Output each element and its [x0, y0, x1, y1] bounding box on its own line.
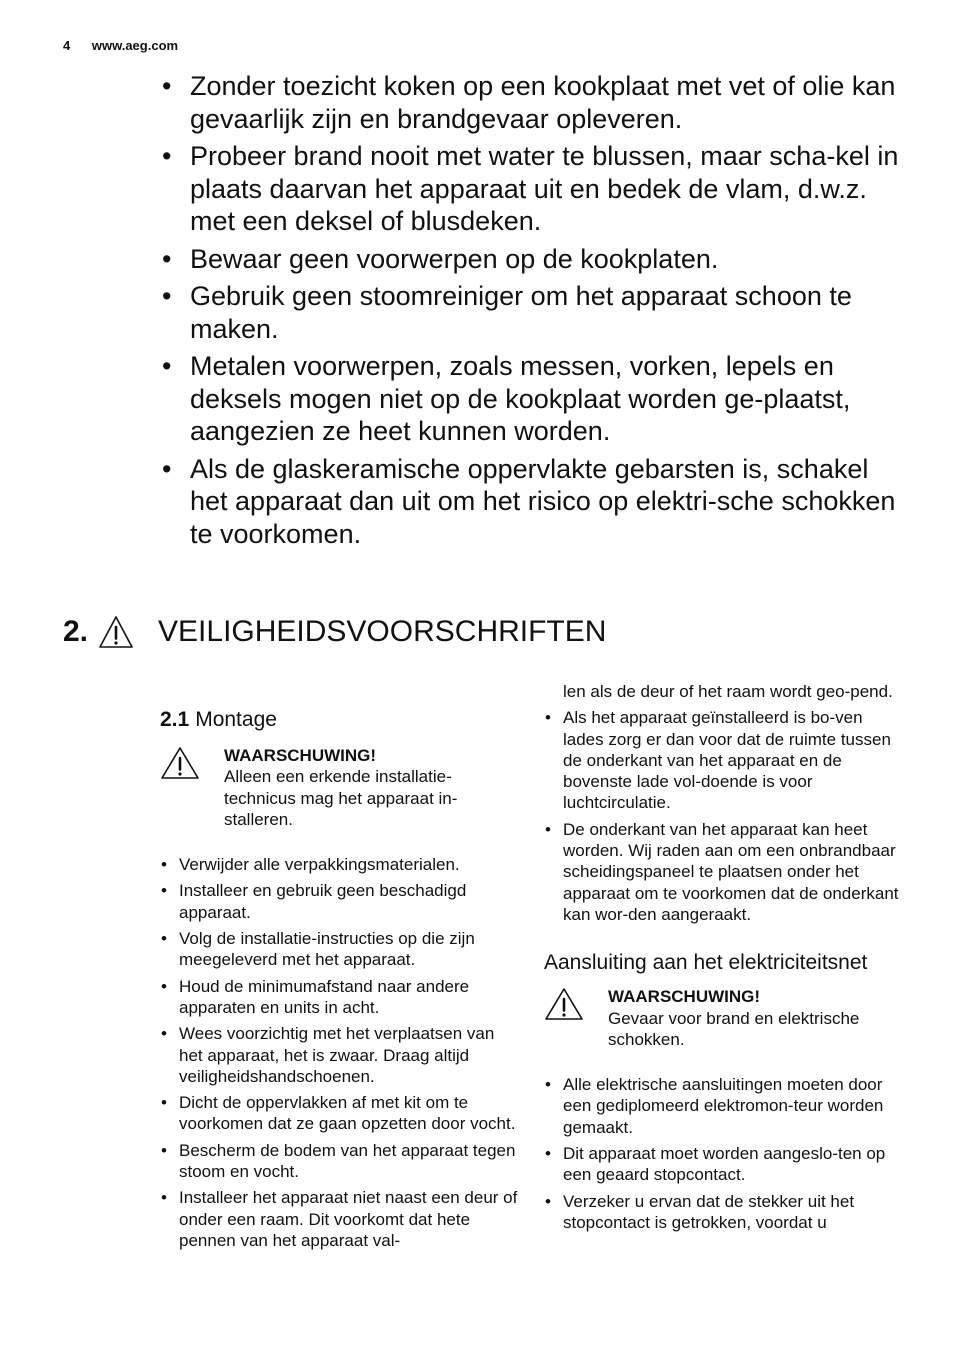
list-item: • Verwijder alle verpakkingsmaterialen.	[160, 854, 520, 875]
list-item: • Dit apparaat moet worden aangeslo-ten op een geaard stopcontact.	[544, 1143, 899, 1186]
list-item: • Dicht de oppervlakken af met kit om te voorkomen dat ze gaan opzetten door vocht.	[160, 1092, 520, 1135]
list-item: • Zonder toezicht koken op een kookplaat met vet of olie kan gevaarlijk zijn en brandgevaar opleveren.	[160, 70, 900, 135]
list-item: • Alle elektrische aansluitingen moeten door een gediplomeerd elektromon-teur worden gemaakt.	[544, 1074, 899, 1138]
subsection-number: 2.1	[160, 708, 190, 731]
warning-triangle-icon	[98, 614, 134, 650]
list-item: • Bewaar geen voorwerpen op de kookplaten.	[160, 243, 900, 276]
section-heading	[63, 612, 606, 652]
right-column	[544, 681, 899, 1238]
list-item: • Als de glaskeramische oppervlakte gebarsten is, schakel het apparaat dan uit om het risico op elektri-sche schokken te voorkomen.	[160, 453, 900, 551]
left-column	[160, 706, 520, 1256]
page-number: 4	[63, 38, 71, 53]
warning-label: WAARSCHUWING!	[224, 746, 377, 765]
section-title: VEILIGHEIDSVOORSCHRIFTEN	[158, 615, 607, 648]
page-header	[63, 38, 178, 53]
montage-list	[160, 854, 520, 1251]
list-item: • Bescherm de bodem van het apparaat tegen stoom en vocht.	[160, 1140, 520, 1183]
list-item: • Installeer het apparaat niet naast een deur of onder een raam. Dit voorkomt dat hete pennen van het apparaat val-	[160, 1187, 520, 1251]
warning-label: WAARSCHUWING!	[608, 987, 761, 1007]
montage-list-continued	[544, 707, 899, 925]
list-item: • De onderkant van het apparaat kan heet worden. Wij raden aan om een onbrandbaar scheidingspaneel te plaatsen onder het apparaat om te voorkomen dat de onderkant kan wor-den aangeraakt.	[544, 819, 899, 925]
fire-safety-list	[160, 70, 900, 555]
montage-warning	[160, 745, 520, 830]
list-item-continuation: len als de deur of het raam wordt geo-pend.	[563, 682, 893, 701]
list-item: • Als het apparaat geïnstalleerd is bo-ven lades zorg er dan voor dat de ruimte tussen de onderkant van het apparaat en de bovenste lade vol-doende is voor luchtcirculatie.	[544, 707, 899, 813]
list-item: • Wees voorzichtig met het verplaatsen van het apparaat, het is zwaar. Draag altijd veiligheidshandschoenen.	[160, 1023, 520, 1087]
subsection-title: Montage	[195, 708, 277, 731]
list-item: • Metalen voorwerpen, zoals messen, vorken, lepels en deksels mogen niet op de kookplaat worden ge-plaatst, aangezien ze heet kunnen worden.	[160, 350, 900, 448]
warning-text: Gevaar voor brand en elektrische schokken.	[608, 1008, 860, 1049]
list-item: • Installeer en gebruik geen beschadigd apparaat.	[160, 880, 520, 923]
aansluiting-heading: Aansluiting aan het elektriciteitsnet	[544, 951, 868, 975]
list-item: • Houd de minimumafstand naar andere apparaten en units in acht.	[160, 976, 520, 1019]
section-number: 2.	[63, 615, 89, 648]
aansluiting-warning	[544, 986, 899, 1050]
warning-triangle-icon	[544, 986, 584, 1027]
warning-triangle-icon	[160, 745, 200, 786]
montage-heading	[160, 706, 520, 733]
list-item: • Verzeker u ervan dat de stekker uit het stopcontact is getrokken, voordat u	[544, 1191, 899, 1234]
list-item: • Probeer brand nooit met water te blussen, maar scha-kel in plaats daarvan het apparaat uit en bedek de vlam, d.w.z. met een deksel of blusdeken.	[160, 140, 900, 238]
aansluiting-list	[544, 1074, 899, 1233]
list-item: • Volg de installatie-instructies op die zijn meegeleverd met het apparaat.	[160, 928, 520, 971]
list-item: • Gebruik geen stoomreiniger om het apparaat schoon te maken.	[160, 280, 900, 345]
site-url: www.aeg.com	[91, 38, 179, 53]
warning-text: Alleen een erkende installatie-technicus mag het apparaat in-stalleren.	[224, 767, 458, 829]
